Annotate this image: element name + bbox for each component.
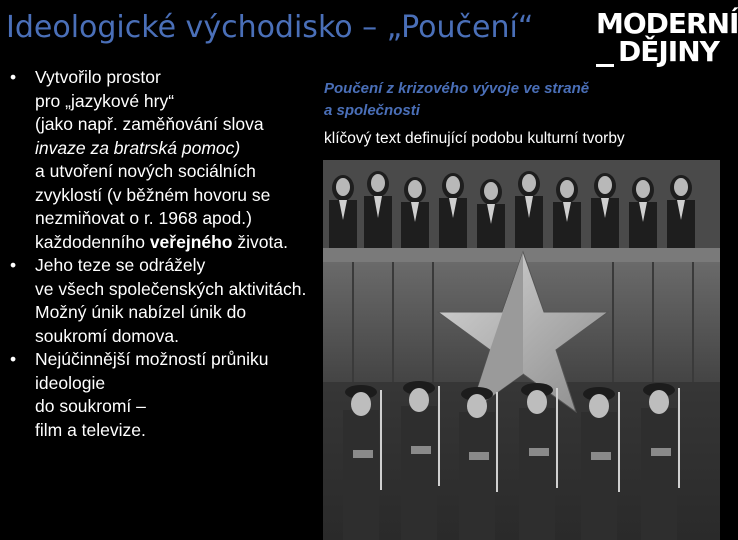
- bullet-line: pro „jazykové hry“: [35, 90, 175, 111]
- tribune-crowd: [323, 160, 720, 250]
- bullet-line: nezmiňovat o r. 1968 apod.): [35, 208, 252, 228]
- caption-title-line-2: a společnosti: [324, 102, 420, 119]
- text-run: každodenního: [35, 231, 150, 252]
- bullet-line: (jako např. zaměňování slova: [35, 114, 264, 134]
- bullet-dot: •: [10, 255, 17, 275]
- bullet-dot: •: [10, 67, 17, 87]
- bullet-line: do soukromí –: [35, 396, 146, 416]
- bullet-line: Nejúčinnější možností průniku: [35, 349, 269, 369]
- bullet-line-italic: invaze za bratrská pomoc): [35, 137, 241, 158]
- caption-subtitle: klíčový text definující podobu kulturní tvorby: [324, 130, 625, 147]
- bullet-line: a utvoření nových sociálních: [35, 161, 256, 181]
- bullet-line: ideologie: [35, 372, 106, 393]
- bullet-line: Jeho teze se odrážely: [35, 255, 206, 275]
- bullet-item: [8, 254, 368, 348]
- slide-title: Ideologické východisko – „Poučení“: [6, 10, 534, 45]
- bullet-line: zvyklostí (v běžném hovoru se: [35, 184, 271, 205]
- moderni-dejiny-logo: [592, 7, 738, 70]
- logo-line-1: MODERNÍ: [596, 7, 738, 40]
- bullet-line: film a televize.: [35, 419, 146, 440]
- text-run: života.: [232, 231, 288, 252]
- bullet-line: Možný únik nabízel únik do: [35, 302, 247, 322]
- bullet-line: soukromí domova.: [35, 325, 179, 346]
- bullet-item: [8, 66, 368, 254]
- bullet-line: [35, 231, 368, 255]
- bullet-line: Vytvořilo prostor: [35, 67, 161, 87]
- parade-photo: [323, 160, 720, 540]
- logo-line-2: DĚJINY: [618, 35, 719, 68]
- bullet-line: ve všech společenských aktivitách.: [35, 278, 307, 299]
- logo-underscore: [596, 64, 614, 67]
- bullet-dot: •: [10, 349, 17, 369]
- bullet-list: [8, 66, 368, 442]
- bold-word: veřejného: [149, 231, 233, 252]
- bullet-item: [8, 348, 368, 442]
- caption-title-line-1: Poučení z krizového vývoje ve straně: [324, 80, 590, 97]
